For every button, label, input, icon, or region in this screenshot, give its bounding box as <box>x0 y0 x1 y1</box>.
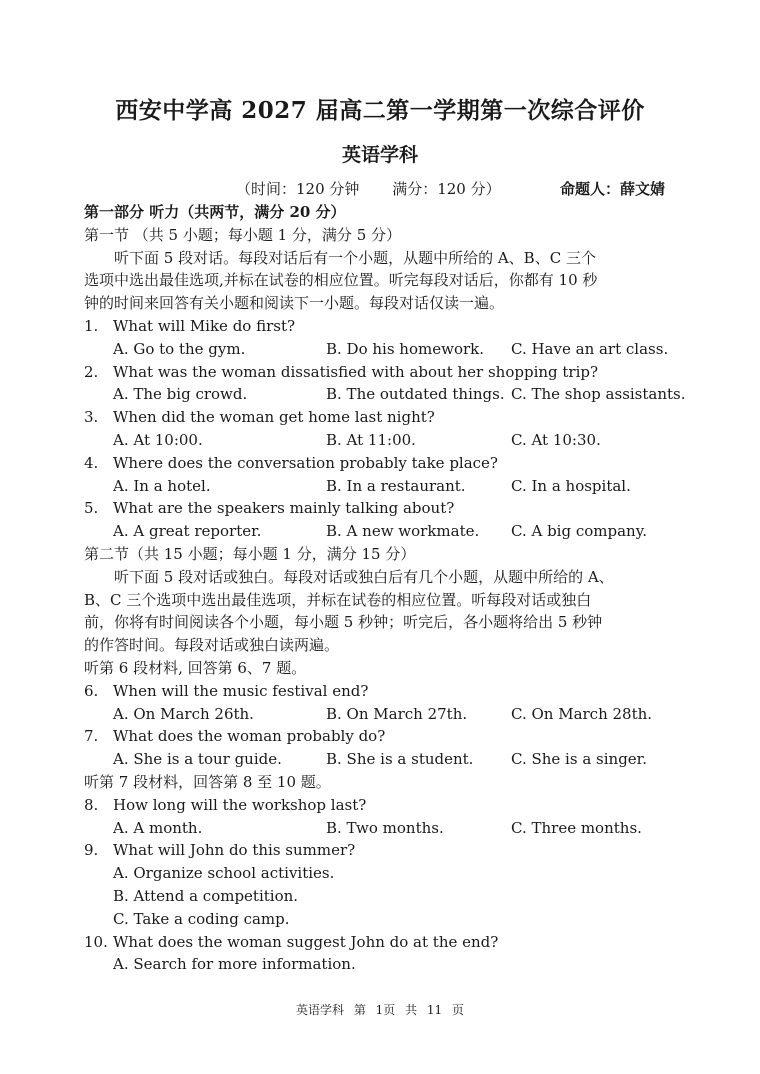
question-2 <box>84 361 684 384</box>
exam-author: 命题人：薛文婧 <box>560 180 666 198</box>
option-c: C. At 10:30. <box>511 430 601 449</box>
option-b: B. A new workmate. <box>326 522 480 541</box>
exam-meta <box>236 178 501 199</box>
question-7 <box>84 725 684 748</box>
question-number: 7. <box>84 727 99 746</box>
question-3-options <box>84 429 684 452</box>
footer-total-pages: 共 11 页 <box>405 1003 465 1017</box>
question-text: When will the music festival end? <box>113 681 369 700</box>
option-c: C. In a hospital. <box>511 476 631 495</box>
question-text: Where does the conversation probably take place? <box>113 453 498 472</box>
option-c: C. The shop assistants. <box>511 385 686 404</box>
option-b: B. At 11:00. <box>326 430 416 449</box>
section1-instruction-line: 听下面 5 段对话。每段对话后有一个小题，从题中所给的 A、B、C 三个 <box>114 248 596 267</box>
footer-page-number: 第 1页 <box>353 1003 396 1017</box>
question-8 <box>84 794 684 817</box>
option-c: C. Three months. <box>511 818 642 837</box>
section1-heading: 第一节 （共 5 小题；每小题 1 分，满分 5 分） <box>84 225 402 244</box>
page-footer <box>0 1001 760 1018</box>
question-7-options <box>84 748 684 771</box>
option-a: A. Go to the gym. <box>113 339 246 358</box>
question-number: 8. <box>84 795 99 814</box>
option-c: C. Have an art class. <box>511 339 669 358</box>
question-text: What does the woman suggest John do at the end? <box>113 932 499 951</box>
question-6 <box>84 680 684 703</box>
exam-full-score: 满分：120 分） <box>392 180 501 198</box>
section2-instruction-line: 听下面 5 段对话或独白。每段对话或独白后有几个小题，从题中所给的 A、 <box>114 567 614 586</box>
question-number: 5. <box>84 499 99 518</box>
option-b: B. The outdated things. <box>326 385 505 404</box>
question-number: 6. <box>84 681 99 700</box>
option-b: B. Do his homework. <box>326 339 484 358</box>
option-b: B. Attend a competition. <box>113 886 299 905</box>
question-number: 1. <box>84 316 99 335</box>
question-6-options <box>84 703 684 726</box>
page-title: 西安中学高 2027 届高二第一学期第一次综合评价 <box>115 97 645 124</box>
question-9 <box>84 839 684 862</box>
option-a: A. The big crowd. <box>113 385 248 404</box>
question-text: What are the speakers mainly talking about? <box>113 499 455 518</box>
question-4-options <box>84 475 684 498</box>
material-7-note: 听第 7 段材料，回答第 8 至 10 题。 <box>84 772 331 791</box>
question-5 <box>84 497 684 520</box>
question-text: What will Mike do first? <box>113 316 296 335</box>
option-b: B. She is a student. <box>326 750 474 769</box>
section2-instruction-line: B、C 三个选项中选出最佳选项，并标在试卷的相应位置。听每段对话或独白 <box>84 590 592 609</box>
question-text: What will John do this summer? <box>113 841 356 860</box>
option-c: C. She is a singer. <box>511 750 647 769</box>
option-a: A. Organize school activities. <box>113 864 335 883</box>
option-a: A. A month. <box>113 818 203 837</box>
option-b: B. On March 27th. <box>326 704 468 723</box>
question-8-options <box>84 817 684 840</box>
question-1-options <box>84 338 684 361</box>
footer-subject: 英语学科 <box>295 1003 344 1017</box>
section2-instruction-line: 前，你将有时间阅读各个小题，每小题 5 秒钟；听完后，各小题将给出 5 秒钟 <box>84 613 603 632</box>
subject-heading: 英语学科 <box>341 144 418 166</box>
question-1 <box>84 315 684 338</box>
option-a: A. She is a tour guide. <box>113 750 282 769</box>
option-a: A. On March 26th. <box>113 704 254 723</box>
question-number: 10. <box>84 932 108 951</box>
option-c: C. Take a coding camp. <box>113 909 290 928</box>
option-c: C. On March 28th. <box>511 704 653 723</box>
option-a: A. In a hotel. <box>113 476 211 495</box>
question-text: When did the woman get home last night? <box>113 408 435 427</box>
material-6-note: 听第 6 段材料, 回答第 6、7 题。 <box>84 658 307 677</box>
question-text: What was the woman dissatisfied with about her shopping trip? <box>113 362 599 381</box>
section1-instruction-line: 选项中选出最佳选项,并标在试卷的相应位置。听完每段对话后，你都有 10 秒 <box>84 271 598 290</box>
option-a: A. Search for more information. <box>113 955 356 974</box>
section2-heading: 第二节（共 15 小题；每小题 1 分，满分 15 分） <box>84 544 416 563</box>
option-a: A. At 10:00. <box>113 430 203 449</box>
option-a: A. A great reporter. <box>113 522 262 541</box>
question-5-options <box>84 520 684 543</box>
part1-heading: 第一部分 听力（共两节，满分 20 分） <box>84 203 346 221</box>
question-text: How long will the workshop last? <box>113 795 367 814</box>
option-b: B. In a restaurant. <box>326 476 466 495</box>
option-c: C. A big company. <box>511 522 647 541</box>
question-10 <box>84 931 684 954</box>
question-number: 3. <box>84 408 99 427</box>
section2-instruction-line: 的作答时间。每段对话或独白读两遍。 <box>84 636 340 655</box>
question-text: What does the woman probably do? <box>113 727 386 746</box>
exam-body <box>84 201 684 976</box>
question-number: 9. <box>84 841 99 860</box>
question-number: 4. <box>84 453 99 472</box>
exam-time: （时间：120 分钟 <box>236 180 360 198</box>
question-number: 2. <box>84 362 99 381</box>
option-b: B. Two months. <box>326 818 444 837</box>
question-4 <box>84 452 684 475</box>
question-2-options <box>84 383 684 406</box>
section1-instruction-line: 钟的时间来回答有关小题和阅读下一小题。每段对话仅读一遍。 <box>84 294 505 313</box>
question-3 <box>84 406 684 429</box>
